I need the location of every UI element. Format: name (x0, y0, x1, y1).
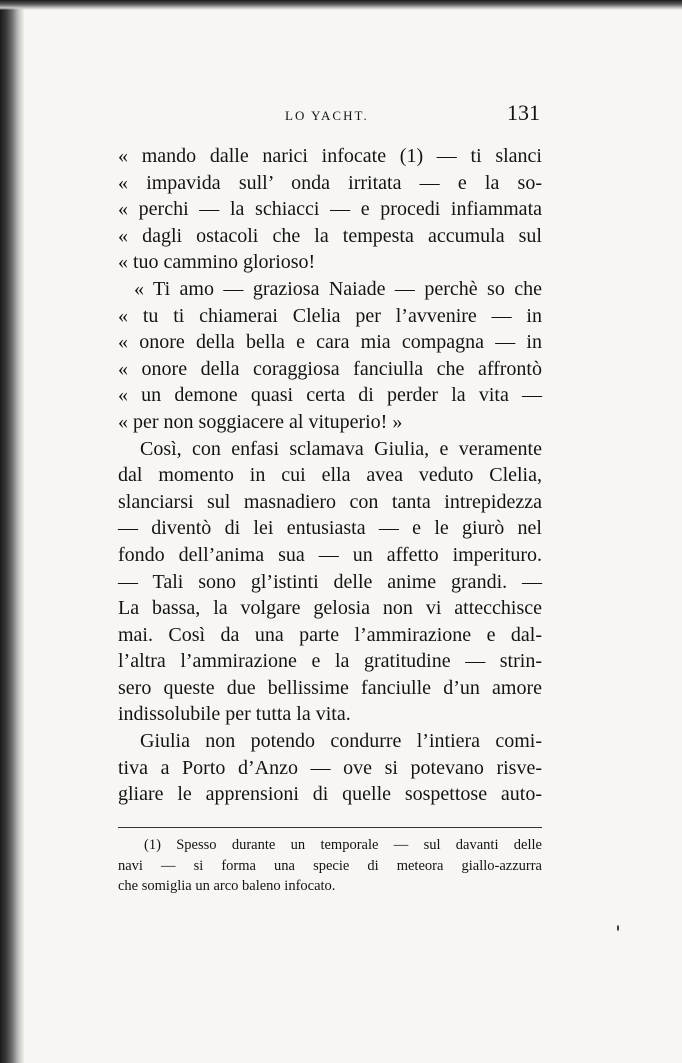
text-line: — Tali sono gl’istinti delle anime grandi. — (118, 570, 542, 593)
footnote-line: che somiglia un arco baleno infocato. (118, 878, 336, 894)
page-header (120, 98, 540, 128)
text-line: La bassa, la volgare gelosia non vi attecchisce (118, 597, 542, 620)
text-line: « dagli ostacoli che la tempesta accumula sul (118, 224, 542, 247)
footnote-line: (1) Spesso durante un temporale — sul davanti delle (144, 837, 542, 853)
ink-speck (617, 925, 619, 931)
page-number: 131 (507, 100, 540, 125)
text-line: indissolubile per tutta la vita. (118, 703, 351, 726)
text-line: dal momento in cui ella avea veduto Clelia, (118, 464, 542, 487)
footnote-divider (118, 827, 542, 828)
book-binding-edge (0, 0, 24, 1063)
running-title: LO YACHT. (285, 108, 369, 123)
text-line: « un demone quasi certa di perder la vita — (118, 384, 542, 407)
text-line: slanciarsi sul masnadiero con tanta intrepidezza (118, 490, 542, 513)
text-line: « impavida sull’ onda irritata — e la so- (118, 171, 542, 194)
text-line: « onore della bella e cara mia compagna — in (118, 331, 542, 354)
text-line: « mando dalle narici infocate (1) — ti slanci (118, 145, 542, 167)
body-text (118, 143, 542, 808)
text-line: — diventò di lei entusiasta — e le giurò nel (118, 517, 542, 540)
page-top-edge (0, 0, 682, 10)
footnote-line: navi — si forma una specie di meteora giallo-azzurra (118, 857, 542, 874)
text-line: « Ti amo — graziosa Naiade — perchè so che (134, 277, 542, 300)
text-line: tiva a Porto d’Anzo — ove si potevano risve- (118, 756, 542, 779)
text-line: « per non soggiacere al vituperio! » (118, 410, 403, 433)
text-line: fondo dell’anima sua — un affetto imperituro. (118, 543, 542, 566)
text-line: Giulia non potendo condurre l’intiera comi- (140, 730, 542, 753)
text-line: Così, con enfasi sclamava Giulia, e veramente (140, 437, 542, 460)
footnote (118, 835, 542, 897)
text-line: gliare le apprensioni di quelle sospettose auto- (118, 783, 542, 806)
text-line: « tu ti chiamerai Clelia per l’avvenire — in (118, 304, 542, 327)
text-line: « onore della coraggiosa fanciulla che affrontò (118, 357, 542, 380)
text-line: mai. Così da una parte l’ammirazione e dal- (118, 623, 542, 646)
text-line: sero queste due bellissime fanciulle d’un amore (118, 676, 542, 699)
text-line: « perchi — la schiacci — e procedi infiammata (118, 198, 542, 221)
text-line: l’altra l’ammirazione e la gratitudine — strin- (118, 650, 542, 673)
text-line: « tuo cammino glorioso! (118, 251, 316, 274)
